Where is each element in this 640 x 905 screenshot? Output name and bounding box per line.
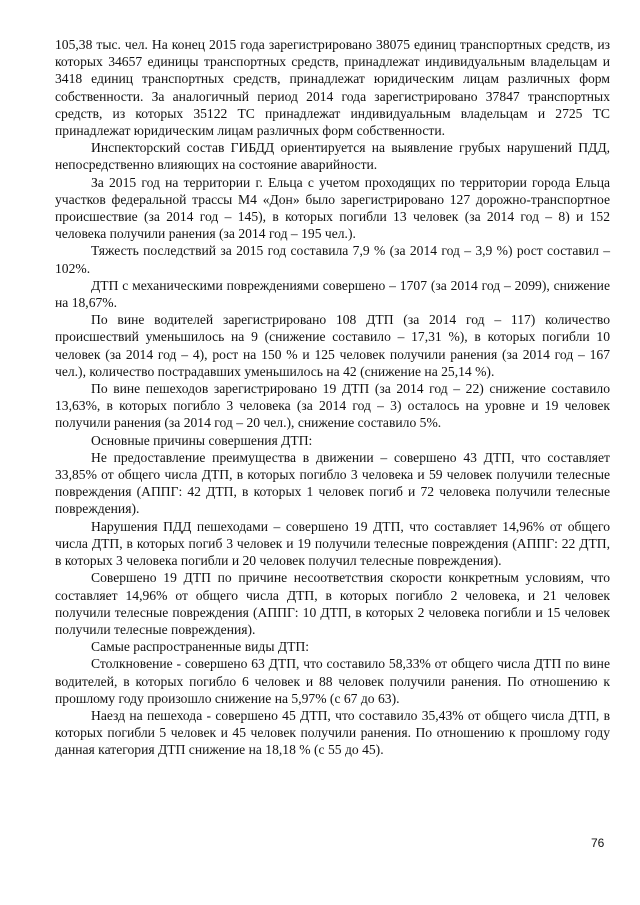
paragraph-inspection-staff: Инспекторский состав ГИБДД ориентируется на выявление грубых нарушений ПДД, непосредственно влияющих на состояние аварийности. <box>55 140 610 173</box>
paragraph-main-causes-heading: Основные причины совершения ДТП: <box>91 432 313 448</box>
paragraph-mechanical-damage: ДТП с механическими повреждениями совершено – 1707 (за 2014 год – 2099), снижение на 18,67%. <box>55 277 610 311</box>
paragraph-cause-pedestrian-violations: Нарушения ПДД пешеходами – совершено 19 ДТП, что составляет 14,96% от общего числа ДТП, в которых погиб 3 человек и 19 получили телесные повреждения (АППГ: 22 ДТП, в которых 3 человека погибли и 20 человек получил телесные повреждения). <box>55 518 610 569</box>
paragraph-type-pedestrian-hit: Наезд на пешехода - совершено 45 ДТП, что составило 35,43% от общего числа ДТП, в которых погибли 5 человек и 45 человек получили ранения. По отношению к прошлому году данная категория ДТП снижение на 18,18 % (с 55 до 45). <box>55 707 610 758</box>
paragraph-accidents-total: За 2015 год на территории г. Ельца с учетом проходящих по территории города Ельца участков федеральной трассы М4 «Дон» было зарегистрировано 127 дорожно-транспортное происшествие (за 2014 год – 145), в которых погибли 13 человек (за 2014 год – 8) и 152 человека получили ранения (за 2014 год – 195 чел.). <box>55 174 610 242</box>
paragraph-cause-speed: Совершено 19 ДТП по причине несоответствия скорости конкретным условиям, что составляет 14,96% от общего числа ДТП, в которых погибло 2 человека, и 21 человек получили телесные повреждения (АППГ: 10 ДТП, в которых 2 человека погибли и 15 человек получили телесные повреждения). <box>55 570 610 637</box>
paragraph-vehicle-registration: 105,38 тыс. чел. На конец 2015 года зарегистрировано 38075 единиц транспортных средств, из которых 34657 единицы транспортных средств, принадлежат индивидуальным владельцам и 3418 единиц транспортных средств, принадлежат юридическим лицам различных форм собственности. За аналогичный период 2014 года зарегистрировано 37847 транспортных средств, из которых 35122 ТС принадлежат индивидуальным владельцам и 2725 ТС принадлежат юридическим лицам различных форм собственности. <box>55 37 610 139</box>
paragraph-pedestrian-fault: По вине пешеходов зарегистрировано 19 ДТП (за 2014 год – 22) снижение составило 13,63%, в которых погибло 3 человека (за 2014 год – 3) осталось на уровне и 19 человек получили ранения (за 2014 год – 20 чел.), снижение составило 5%. <box>55 381 610 431</box>
page-number: 76 <box>591 836 605 850</box>
paragraph-common-types-heading: Самые распространенные виды ДТП: <box>91 639 310 655</box>
paragraph-driver-fault: По вине водителей зарегистрировано 108 ДТП (за 2014 год – 117) количество происшествий уменьшилось на 9 (снижение составило – 17,31 %), в которых погибли 10 человек (за 2014 год – 4), рост на 150 % и 125 человек получили ранения (за 2014 год – 167 чел.), количество пострадавших уменьшилось на 42 (снижение на 25,14 %). <box>55 312 610 379</box>
paragraph-severity: Тяжесть последствий за 2015 год составила 7,9 % (за 2014 год – 3,9 %) рост составил – 102%. <box>55 243 610 276</box>
document-page <box>55 36 610 759</box>
paragraph-type-collision: Столкновение - совершено 63 ДТП, что составило 58,33% от общего числа ДТП по вине водителей, в которых погибло 6 человек и 88 человек получили ранения. По отношению к прошлому году произошло снижение на 5,97% (с 67 до 63). <box>55 656 610 706</box>
paragraph-cause-right-of-way: Не предоставление преимущества в движении – совершено 43 ДТП, что составляет 33,85% от общего числа ДТП, в которых погибло 3 человека и 59 человек получили телесные повреждения (АППГ: 42 ДТП, в которых 1 человек погиб и 72 человека получили телесные повреждения). <box>55 449 610 517</box>
